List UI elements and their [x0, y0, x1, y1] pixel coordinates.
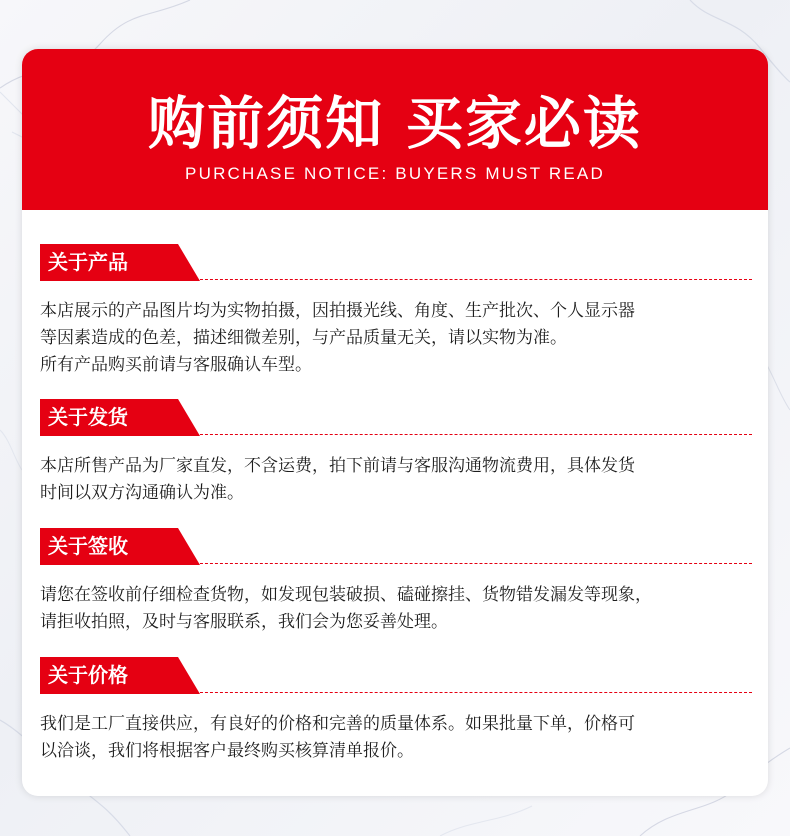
section-divider [180, 434, 752, 435]
section-title: 关于发货 [48, 405, 128, 429]
section-line: 时间以双方沟通确认为准。 [40, 483, 244, 503]
section-header [40, 657, 752, 694]
section-body [40, 298, 752, 379]
section-title: 关于产品 [48, 250, 128, 274]
section-line: 我们是工厂直接供应，有良好的价格和完善的质量体系。如果批量下单，价格可 [40, 714, 635, 734]
notice-card [22, 49, 768, 796]
section-divider [180, 692, 752, 693]
section-divider [180, 563, 752, 564]
section-product [40, 244, 752, 379]
section-price [40, 657, 752, 765]
section-title: 关于签收 [48, 534, 128, 558]
section-shipping [40, 399, 752, 507]
section-line: 本店展示的产品图片均为实物拍摄，因拍摄光线、角度、生产批次、个人显示器 [40, 301, 635, 321]
section-body [40, 582, 752, 636]
section-line: 请拒收拍照，及时与客服联系，我们会为您妥善处理。 [40, 612, 448, 632]
page-title: 购前须知 买家必读 [148, 91, 642, 157]
section-line: 本店所售产品为厂家直发，不含运费，拍下前请与客服沟通物流费用，具体发货 [40, 456, 635, 476]
section-receipt [40, 528, 752, 636]
section-body [40, 711, 752, 765]
section-header [40, 399, 752, 436]
section-line: 等因素造成的色差，描述细微差别，与产品质量无关，请以实物为准。 [40, 328, 567, 348]
page-subtitle: PURCHASE NOTICE: BUYERS MUST READ [185, 164, 605, 183]
header-banner [22, 49, 768, 210]
section-body [40, 453, 752, 507]
section-title: 关于价格 [48, 663, 128, 687]
section-line: 以洽谈，我们将根据客户最终购买核算清单报价。 [40, 741, 414, 761]
section-line: 所有产品购买前请与客服确认车型。 [40, 355, 312, 375]
section-header [40, 528, 752, 565]
section-header [40, 244, 752, 281]
section-line: 请您在签收前仔细检查货物，如发现包装破损、磕碰擦挂、货物错发漏发等现象， [40, 585, 652, 605]
section-divider [180, 279, 752, 280]
